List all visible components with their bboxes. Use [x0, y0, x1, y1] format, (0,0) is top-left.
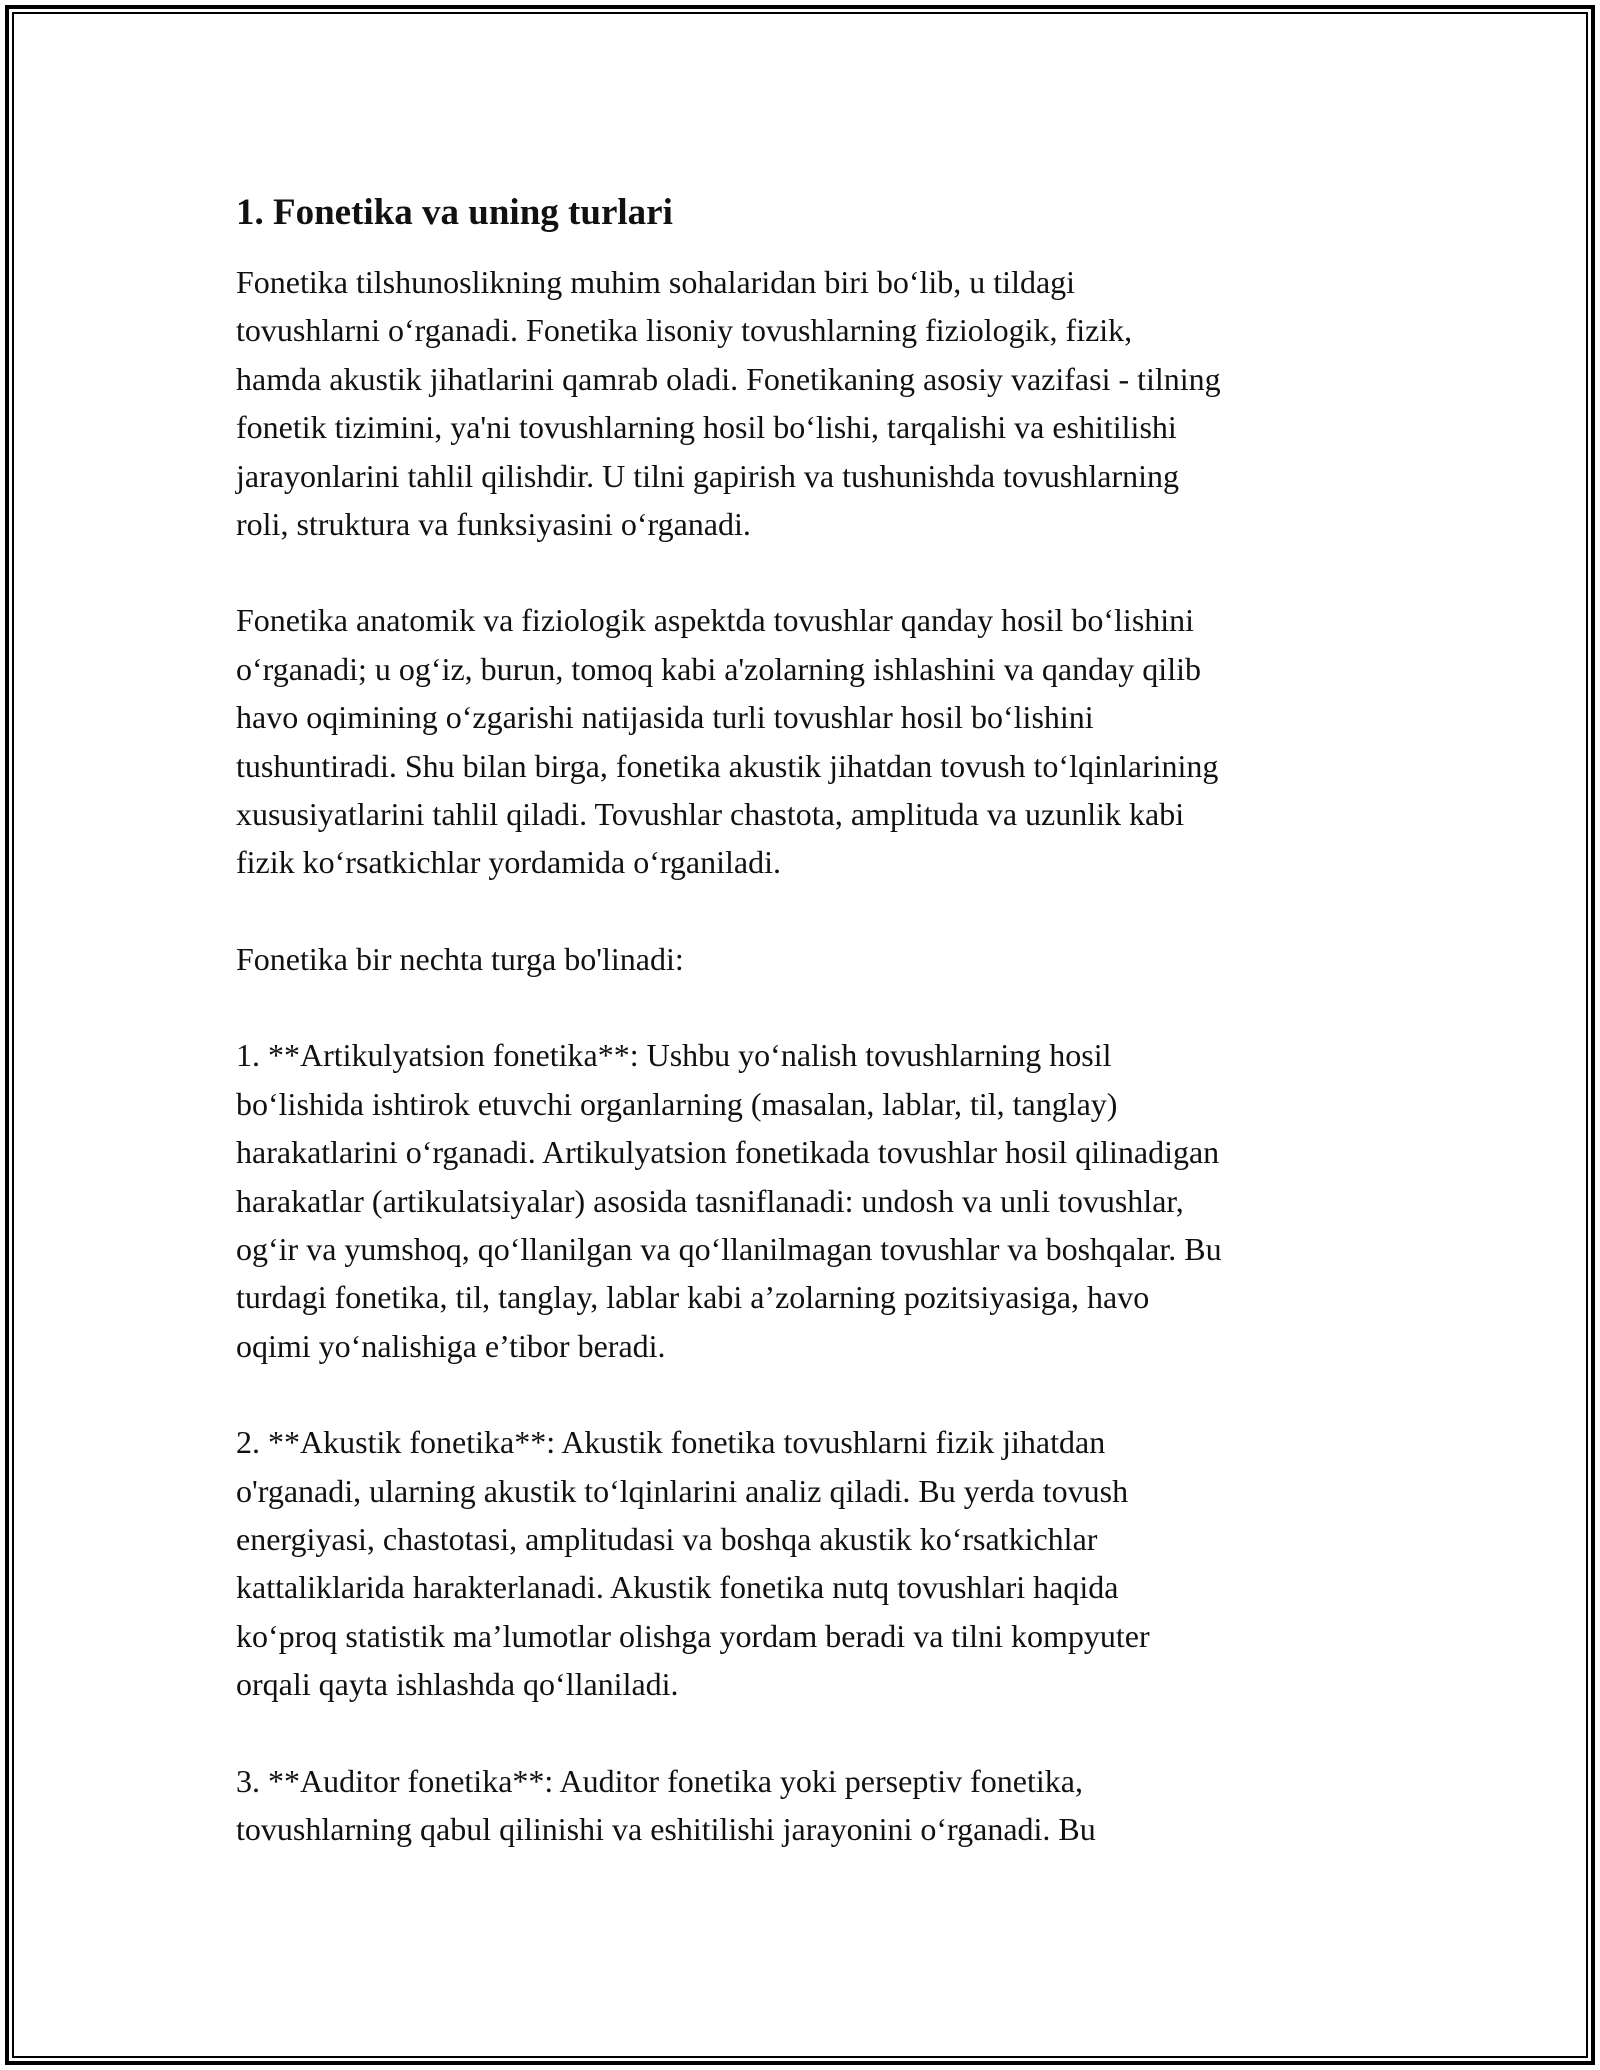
paragraph-anatomy	[236, 596, 1386, 886]
text-line: 3. **Auditor fonetika**: Auditor fonetika yoki perseptiv fonetika,	[236, 1762, 1083, 1799]
text-line: 1. **Artikulyatsion fonetika**: Ushbu yo‘nalish tovushlarning hosil	[236, 1037, 1112, 1074]
text-line: Fonetika anatomik va fiziologik aspektda tovushlar qanday hosil bo‘lishini	[236, 602, 1195, 639]
text-line: 2. **Akustik fonetika**: Akustik fonetika tovushlarni fizik jihatdan	[236, 1424, 1106, 1461]
text-line: roli, struktura va funksiyasini o‘rganadi.	[236, 506, 751, 543]
text-line: og‘ir va yumshoq, qo‘llanilgan va qo‘llanilmagan tovushlar va boshqalar. Bu	[236, 1230, 1222, 1267]
text-line: havo oqimining o‘zgarishi natijasida turli tovushlar hosil bo‘lishini	[236, 699, 1094, 736]
text-line: fizik ko‘rsatkichlar yordamida o‘rganiladi.	[236, 844, 781, 881]
text-line: fonetik tizimini, ya'ni tovushlarning hosil bo‘lishi, tarqalishi va eshitilishi	[236, 409, 1177, 446]
text-line: hamda akustik jihatlarini qamrab oladi. Fonetikaning asosiy vazifasi - tilning	[236, 360, 1221, 397]
paragraph-acoustic	[236, 1418, 1386, 1708]
text-line: xususiyatlarini tahlil qiladi. Tovushlar chastota, amplituda va uzunlik kabi	[236, 796, 1185, 833]
text-line: o‘rganadi; u og‘iz, burun, tomoq kabi a'zolarning ishlashini va qanday qilib	[236, 650, 1201, 687]
text-line: harakatlarini o‘rganadi. Artikulyatsion fonetikada tovushlar hosil qilinadigan	[236, 1134, 1220, 1171]
paragraph-auditory	[236, 1757, 1386, 1854]
text-line: harakatlar (artikulatsiyalar) asosida tasniflanadi: undosh va unli tovushlar,	[236, 1182, 1184, 1219]
text-line: Fonetika bir nechta turga bo'linadi:	[236, 940, 684, 977]
text-line: kattaliklarida harakterlanadi. Akustik fonetika nutq tovushlari haqida	[236, 1569, 1119, 1606]
document-body	[236, 188, 1386, 1901]
paragraph-intro	[236, 258, 1386, 548]
text-line: energiyasi, chastotasi, amplitudasi va boshqa akustik ko‘rsatkichlar	[236, 1520, 1098, 1557]
text-line: tovushlarning qabul qilinishi va eshitilishi jarayonini o‘rganadi. Bu	[236, 1810, 1096, 1847]
text-line: bo‘lishida ishtirok etuvchi organlarning (masalan, lablar, til, tanglay)	[236, 1085, 1118, 1122]
text-line: tovushlarni o‘rganadi. Fonetika lisoniy tovushlarning fiziologik, fizik,	[236, 312, 1133, 349]
text-line: orqali qayta ishlashda qo‘llaniladi.	[236, 1666, 679, 1703]
text-line: ko‘proq statistik ma’lumotlar olishga yordam beradi va tilni kompyuter	[236, 1617, 1150, 1654]
text-line: oqimi yo‘nalishiga e’tibor beradi.	[236, 1327, 666, 1364]
text-line: o'rganadi, ularning akustik to‘lqinlarini analiz qiladi. Bu yerda tovush	[236, 1472, 1129, 1509]
section-heading: 1. Fonetika va uning turlari	[236, 192, 673, 233]
paragraph-types-intro	[236, 935, 1386, 983]
text-line: Fonetika tilshunoslikning muhim sohalaridan biri bo‘lib, u tildagi	[236, 264, 1076, 300]
text-line: jarayonlarini tahlil qilishdir. U tilni gapirish va tushunishda tovushlarning	[236, 457, 1179, 494]
paragraph-articulatory	[236, 1031, 1386, 1370]
text-line: turdagi fonetika, til, tanglay, lablar kabi a’zolarning pozitsiyasiga, havo	[236, 1279, 1150, 1316]
text-line: tushuntiradi. Shu bilan birga, fonetika akustik jihatdan tovush to‘lqinlarining	[236, 747, 1219, 784]
